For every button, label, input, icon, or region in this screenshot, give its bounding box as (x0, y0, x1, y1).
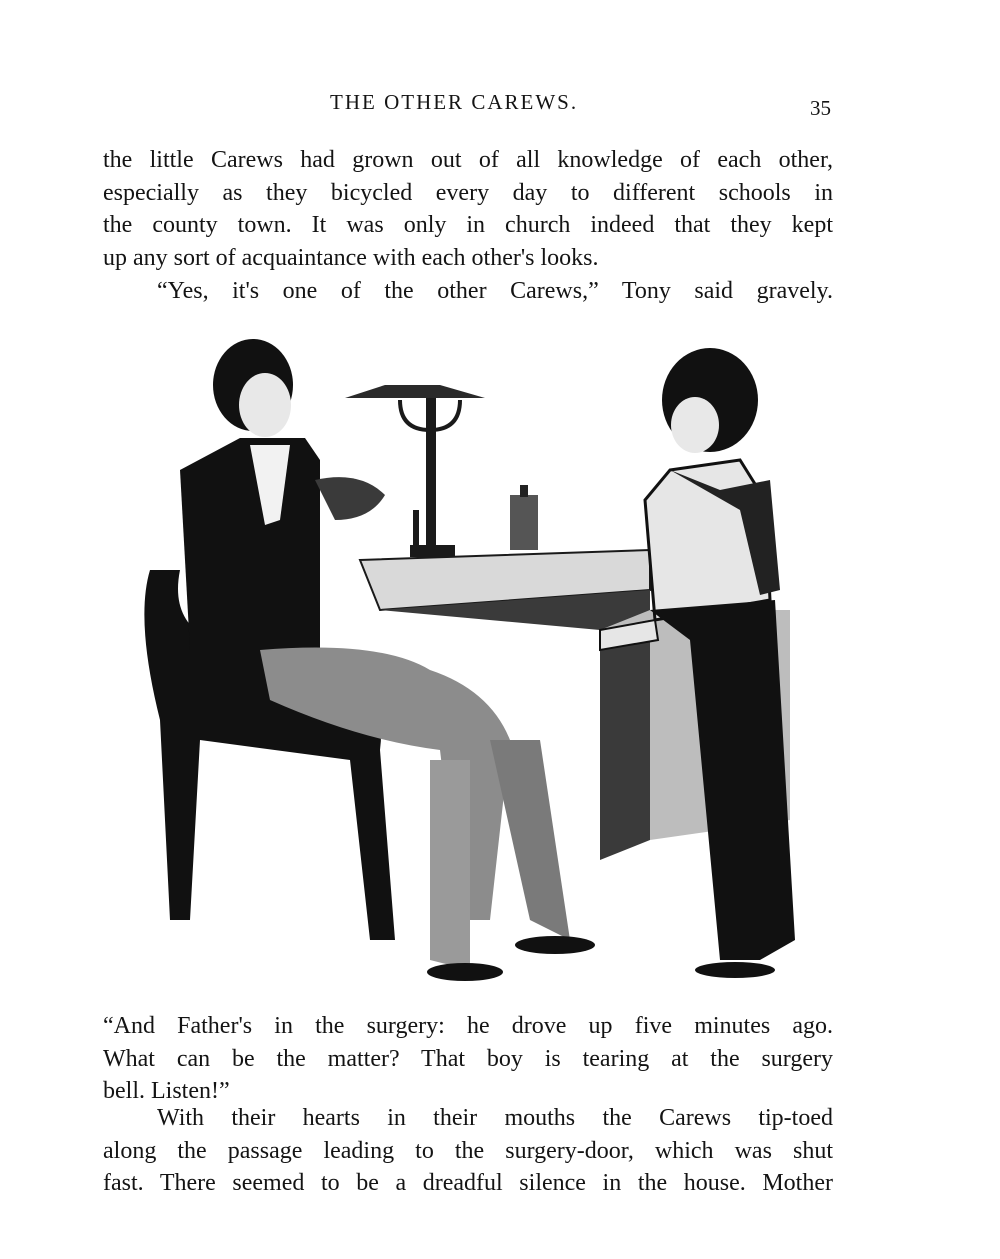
illustration-drawing (130, 320, 810, 1000)
text-line: fast. There seemed to be a dreadful silence in the house. Mother (103, 1170, 833, 1196)
text-line: especially as they bicycled every day to different schools in (103, 179, 833, 206)
page-number: 35 (810, 96, 831, 120)
paragraph-2 (103, 275, 833, 308)
text-line: “And Father's in the surgery: he drove up five minutes ago. (103, 1013, 833, 1039)
running-title: THE OTHER CAREWS. (330, 90, 579, 114)
text-line: up any sort of acquaintance with each other's looks. (103, 244, 599, 271)
text-line: bell. Listen!” (103, 1078, 230, 1104)
text-line: With their hearts in their mouths the Carews tip-toed (157, 1105, 833, 1131)
text-line: the little Carews had grown out of all knowledge of each other, (103, 147, 833, 173)
illustration (130, 320, 810, 1000)
lamp (345, 385, 485, 557)
paragraph-3 (103, 1010, 833, 1108)
text-line: “Yes, it's one of the other Carews,” Tony said gravely. (157, 278, 833, 304)
paragraph-1 (103, 144, 833, 274)
paragraph-4 (103, 1102, 833, 1200)
text-line: the county town. It was only in church indeed that they kept (103, 212, 833, 238)
text-line: along the passage leading to the surgery-door, which was shut (103, 1137, 833, 1164)
text-line: What can be the matter? That boy is tearing at the surgery (103, 1045, 833, 1072)
